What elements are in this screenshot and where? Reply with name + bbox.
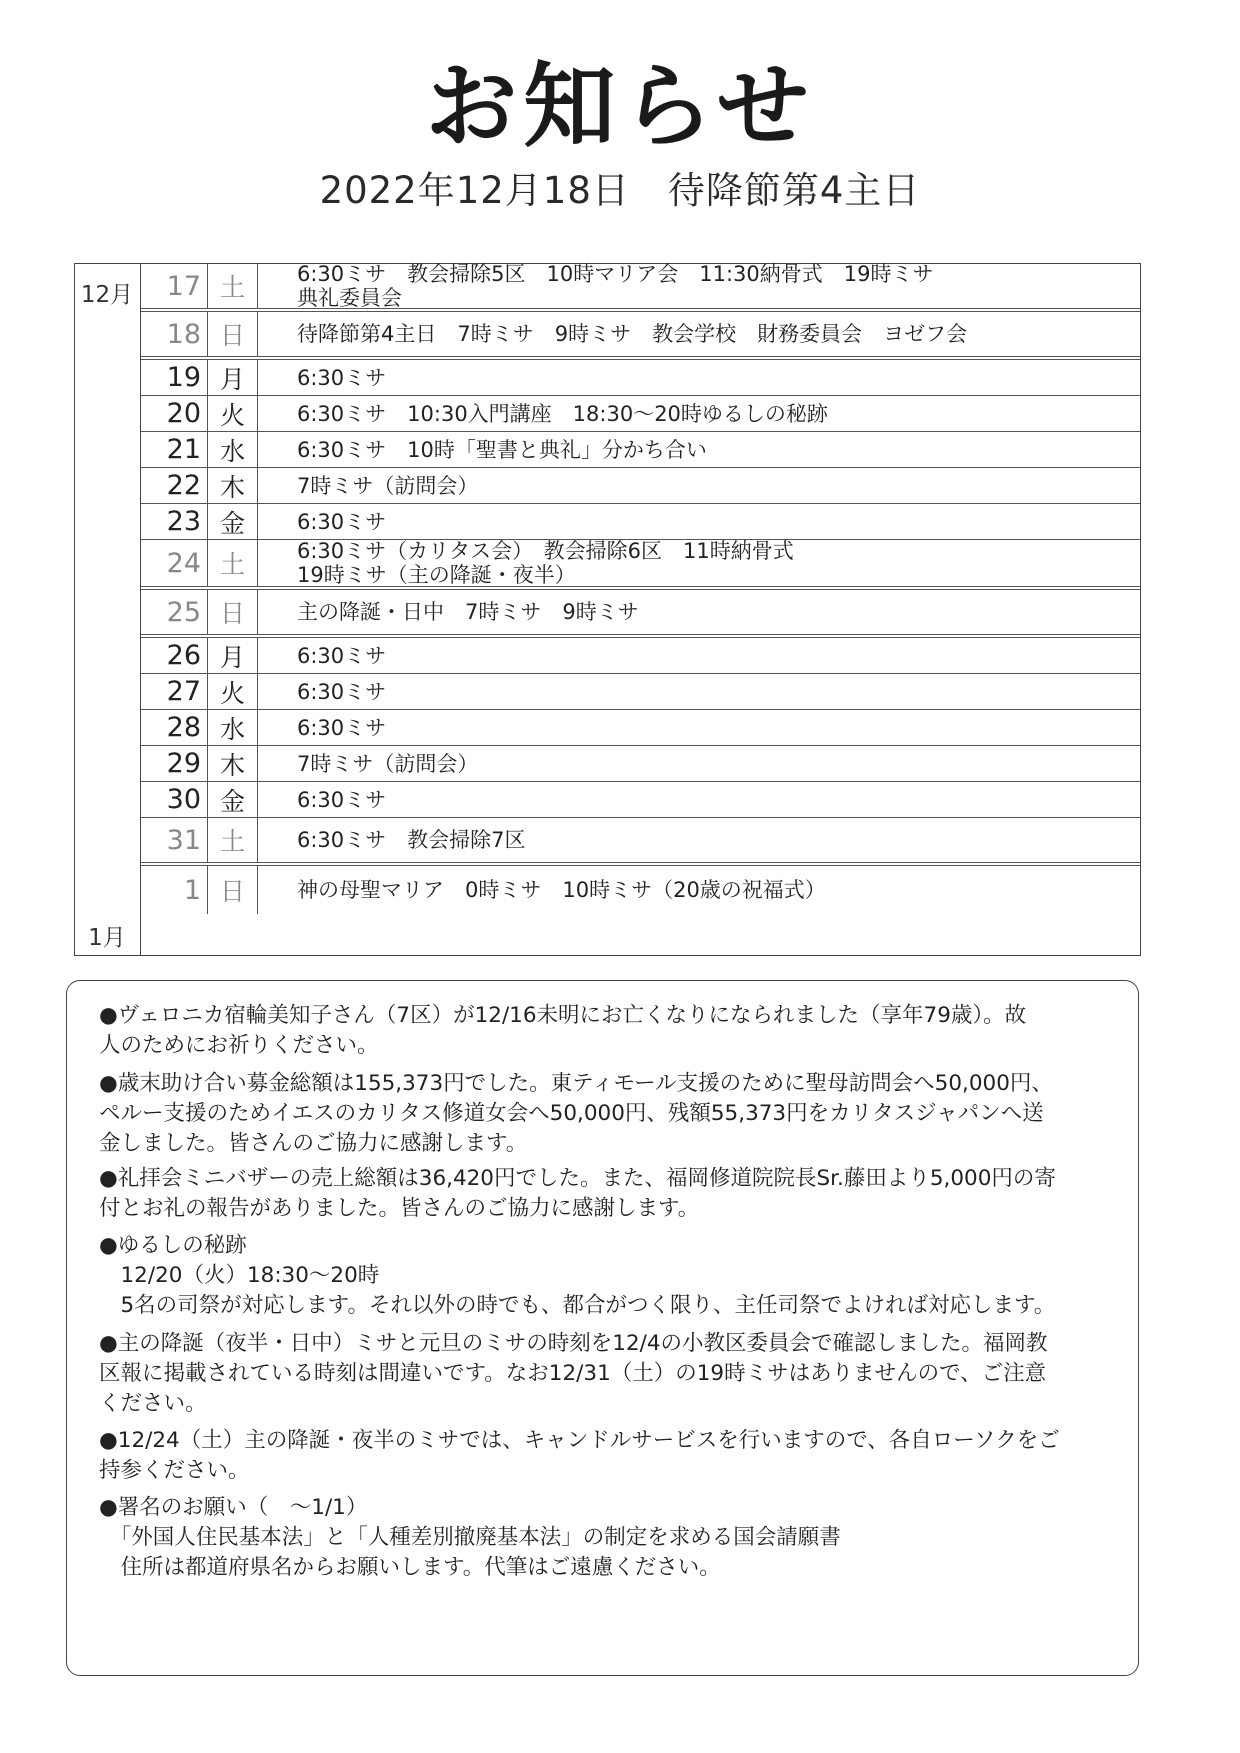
month-label-january: 1月 xyxy=(88,925,126,951)
weekday-label: 水 xyxy=(207,710,258,745)
day-number: 17 xyxy=(166,270,201,302)
schedule-row xyxy=(141,312,1140,360)
schedule-row xyxy=(141,360,1140,396)
event-text xyxy=(297,504,1132,539)
weekday-label: 木 xyxy=(207,468,258,503)
notice-item xyxy=(99,1069,1108,1159)
notice-item xyxy=(99,1001,1108,1061)
event-text xyxy=(297,674,1132,709)
day-number: 18 xyxy=(166,318,201,350)
notice-line: ください。 xyxy=(99,1391,207,1416)
day-number: 25 xyxy=(166,596,201,628)
event-line: 待降節第4主日 7時ミサ 9時ミサ 教会学校 財務委員会 ヨゼフ会 xyxy=(297,322,968,346)
schedule-row xyxy=(141,818,1140,866)
weekday-label: 土 xyxy=(207,540,258,586)
event-text xyxy=(297,710,1132,745)
event-text xyxy=(297,590,1132,634)
event-line: 神の母聖マリア 0時ミサ 10時ミサ（20歳の祝福式） xyxy=(297,878,826,902)
schedule-table xyxy=(74,263,1141,956)
weekday-label: 金 xyxy=(207,782,258,817)
weekday-label: 月 xyxy=(207,638,258,673)
day-number: 31 xyxy=(166,824,201,856)
weekday-label: 日 xyxy=(207,312,258,356)
event-line: 19時ミサ（主の降誕・夜半） xyxy=(297,563,576,587)
event-text xyxy=(297,360,1132,395)
day-number: 27 xyxy=(166,676,201,707)
event-line: 主の降誕・日中 7時ミサ 9時ミサ xyxy=(297,600,639,624)
notice-line: 付とお礼の報告がありました。皆さんのご協力に感謝します。 xyxy=(99,1196,700,1221)
day-number: 20 xyxy=(166,398,201,429)
notice-line: 12/20（火）18:30～20時 xyxy=(99,1263,380,1288)
weekday-label: 火 xyxy=(207,674,258,709)
notice-line: 金しました。皆さんのご協力に感謝します。 xyxy=(99,1131,528,1156)
day-number: 26 xyxy=(166,640,201,671)
weekday-label: 火 xyxy=(207,396,258,431)
event-line: 6:30ミサ xyxy=(297,679,387,704)
event-text xyxy=(297,818,1132,862)
notice-line: ●礼拝会ミニバザーの売上総額は36,420円でした。また、福岡修道院院長Sr.藤田より5,000円の寄 xyxy=(99,1166,1056,1191)
day-number: 24 xyxy=(166,547,201,579)
weekday-label: 土 xyxy=(207,264,258,308)
event-line: 6:30ミサ（カリタス会） 教会掃除6区 11時納骨式 xyxy=(297,539,794,563)
event-line: 7時ミサ（訪問会） xyxy=(297,751,479,776)
event-line: 6:30ミサ xyxy=(297,787,387,812)
schedule-row xyxy=(141,746,1140,782)
notice-item xyxy=(99,1493,1108,1583)
weekday-label: 木 xyxy=(207,746,258,781)
notice-line: ●ヴェロニカ宿輪美知子さん（7区）が12/16未明にお亡くなりになられました（享年79歳）。故 xyxy=(99,1003,1027,1028)
notice-line: 住所は都道府県名からお願いします。代筆はご遠慮ください。 xyxy=(99,1555,721,1580)
schedule-row xyxy=(141,590,1140,638)
weekday-label: 土 xyxy=(207,818,258,862)
event-line: 6:30ミサ 10時「聖書と典礼」分かち合い xyxy=(297,437,707,462)
month-column xyxy=(75,264,141,955)
event-line: 6:30ミサ 10:30入門講座 18:30～20時ゆるしの秘跡 xyxy=(297,401,828,426)
event-line: 6:30ミサ 教会掃除5区 10時マリア会 11:30納骨式 19時ミサ xyxy=(297,262,934,286)
notice-line: 「外国人住民基本法」と「人種差別撤廃基本法」の制定を求める国会請願書 xyxy=(99,1525,841,1550)
event-text xyxy=(297,782,1132,817)
day-number: 23 xyxy=(166,506,201,537)
notice-line: 人のためにお祈りください。 xyxy=(99,1033,379,1058)
schedule-row xyxy=(141,710,1140,746)
page-subtitle: 2022年12月18日 待降節第4主日 xyxy=(319,169,921,212)
notice-line: ●12/24（土）主の降誕・夜半のミサでは、キャンドルサービスを行いますので、各自ローソクをご xyxy=(99,1428,1060,1453)
event-text xyxy=(297,432,1132,467)
event-text xyxy=(297,866,1132,914)
event-line: 6:30ミサ xyxy=(297,509,387,534)
schedule-row xyxy=(141,638,1140,674)
day-number: 30 xyxy=(166,784,201,815)
weekday-label: 日 xyxy=(207,590,258,634)
event-line: 6:30ミサ xyxy=(297,715,387,740)
notice-line: ●署名のお願い（ ～1/1） xyxy=(99,1495,368,1520)
event-text xyxy=(297,396,1132,431)
notice-line: ペルー支援のためイエスのカリタス修道女会へ50,000円、残額55,373円をカリタスジャパンへ送 xyxy=(99,1101,1044,1126)
schedule-row xyxy=(141,504,1140,540)
schedule-row xyxy=(141,264,1140,312)
notices-box xyxy=(66,980,1139,1676)
schedule-row xyxy=(141,782,1140,818)
event-line: 6:30ミサ 教会掃除7区 xyxy=(297,828,526,852)
day-number: 22 xyxy=(166,470,201,501)
event-text xyxy=(297,312,1132,356)
event-text xyxy=(297,540,1132,586)
day-number: 1 xyxy=(183,874,201,906)
notice-item xyxy=(99,1426,1108,1486)
notice-line: 区報に掲載されている時刻は間違いです。なお12/31（土）の19時ミサはありませんので、ご注意 xyxy=(99,1361,1047,1386)
event-line: 典礼委員会 xyxy=(297,286,402,310)
notice-line: 5名の司祭が対応します。それ以外の時でも、都合がつく限り、主任司祭でよければ対応します。 xyxy=(99,1293,1056,1318)
notice-line: ●ゆるしの秘跡 xyxy=(99,1233,247,1258)
schedule-row xyxy=(141,432,1140,468)
page-title: お知らせ xyxy=(425,53,815,160)
notice-line: ●主の降誕（夜半・日中）ミサと元旦のミサの時刻を12/4の小教区委員会で確認しました。福岡教 xyxy=(99,1331,1048,1356)
schedule-row xyxy=(141,866,1140,914)
schedule-row xyxy=(141,540,1140,590)
event-text xyxy=(297,638,1132,673)
weekday-label: 水 xyxy=(207,432,258,467)
weekday-label: 金 xyxy=(207,504,258,539)
notice-item xyxy=(99,1231,1108,1321)
notice-line: 持参ください。 xyxy=(99,1458,250,1483)
month-label-december: 12月 xyxy=(80,282,134,308)
day-number: 28 xyxy=(166,712,201,743)
schedule-row xyxy=(141,674,1140,710)
event-text xyxy=(297,264,1132,308)
day-number: 19 xyxy=(166,362,201,393)
weekday-label: 日 xyxy=(207,866,258,914)
schedule-row xyxy=(141,468,1140,504)
day-number: 29 xyxy=(166,748,201,779)
weekday-label: 月 xyxy=(207,360,258,395)
notice-item xyxy=(99,1329,1108,1419)
notice-item xyxy=(99,1164,1108,1224)
event-line: 7時ミサ（訪問会） xyxy=(297,473,479,498)
event-line: 6:30ミサ xyxy=(297,365,387,390)
schedule-row xyxy=(141,396,1140,432)
day-number: 21 xyxy=(166,434,201,465)
event-line: 6:30ミサ xyxy=(297,643,387,668)
event-text xyxy=(297,746,1132,781)
notice-line: ●歳末助け合い募金総額は155,373円でした。東ティモール支援のために聖母訪問会へ50,000円、 xyxy=(99,1071,1053,1096)
event-text xyxy=(297,468,1132,503)
